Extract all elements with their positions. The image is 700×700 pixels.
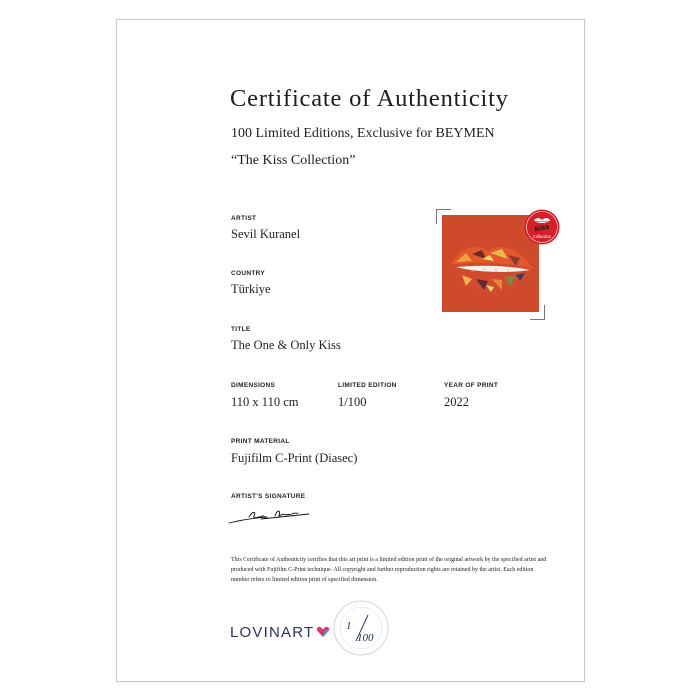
collection-name: “The Kiss Collection” [231, 153, 356, 168]
brand-name: LOVINART [230, 623, 315, 641]
country-label: COUNTRY [231, 270, 265, 277]
limited-edition-label: LIMITED EDITION [338, 382, 397, 389]
certificate-sheet [116, 19, 585, 682]
disclaimer-text: This Certificate of Authenticity certifies that this art print is a limited edition print of the original artwork by the specified artist and produced with Fujifilm C-Print technique. All copyright and further reproduction rights are retained by the artist. Each edition number refers to limited edition print of specified dimension. [231, 557, 547, 583]
title-value: The One & Only Kiss [231, 338, 341, 352]
dimensions-label: DIMENSIONS [231, 382, 276, 389]
stamp-edition-number: 1 [346, 620, 352, 632]
edition-stamp [332, 599, 390, 657]
artist-signature [227, 506, 311, 526]
badge-text-top: Kiss [534, 223, 550, 234]
year-of-print-label: YEAR OF PRINT [444, 382, 499, 389]
title-label: TITLE [231, 326, 251, 333]
lovinart-logo [230, 622, 330, 642]
heart-icon [316, 626, 330, 638]
year-of-print-value: 2022 [444, 395, 469, 409]
stamp-edition-total: 100 [357, 632, 374, 644]
signature-label: ARTIST'S SIGNATURE [231, 493, 306, 500]
limited-edition-value: 1/100 [338, 395, 367, 409]
badge-text-bottom: Collection [532, 234, 552, 239]
print-material-label: PRINT MATERIAL [231, 438, 290, 445]
certificate-title: Certificate of Authenticity [230, 85, 509, 112]
country-value: Türkiye [231, 282, 271, 296]
artist-label: ARTIST [231, 215, 257, 222]
dimensions-value: 110 x 110 cm [231, 395, 299, 409]
print-material-value: Fujifilm C-Print (Diasec) [231, 451, 358, 465]
artist-value: Sevil Kuranel [231, 227, 301, 241]
certificate-subtitle: 100 Limited Editions, Exclusive for BEYMEN [231, 126, 495, 141]
